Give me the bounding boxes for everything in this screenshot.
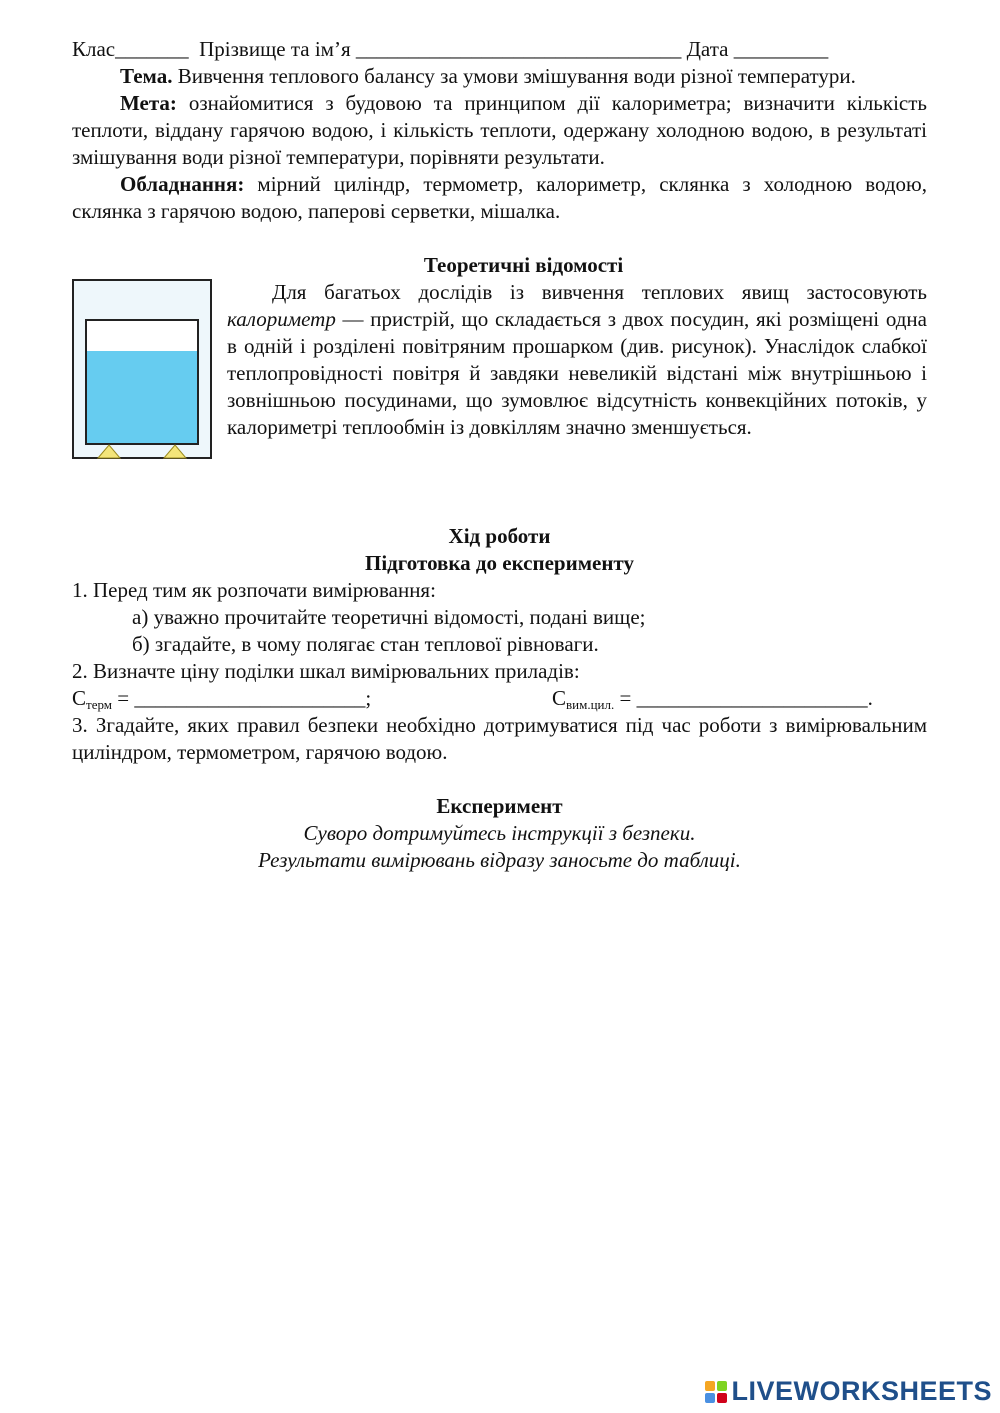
step-1b: б) згадайте, в чому полягає стан теплової рівноваги.: [132, 632, 599, 656]
goal-label: Мета:: [120, 91, 177, 115]
theory-text: Для багатьох дослідів із вивчення теплових явищ застосовують калориметр — пристрій, що складається з двох посудин, які розміщені одна в одній і розділені повітряним прошарком (див. рисунок). Унаслідок слабкої теплопровідності повітря й завдяки невеликій відстані між внутрішньою і зовнішньою посудинами, що зумовлює відсутність конвекційних потоків, у калориметрі теплообмін із довкіллям значно зменшується.: [227, 280, 927, 439]
water-fill: [87, 351, 197, 443]
experiment-instruction-2: Результати вимірювань відразу заносьте до таблиці.: [258, 848, 741, 872]
equipment-label: Обладнання:: [120, 172, 245, 196]
preparation-subtitle: Підготовка до експерименту: [365, 551, 634, 575]
step-1a: а) уважно прочитайте теоретичні відомості, подані вище;: [132, 605, 646, 629]
division-value-row: [72, 685, 927, 712]
goal-text: ознайомитися з будовою та принципом дії калориметра; визначити кількість теплоти, віддану гарячою водою, і кількість теплоти, одержану холодною водою, в результаті змішування води різної температури, порівняти результати.: [72, 91, 927, 169]
experiment-instruction-1: Суворо дотримуйтесь інструкції з безпеки.: [303, 821, 696, 845]
liveworksheets-logo-icon: [705, 1381, 727, 1403]
equipment-paragraph: [72, 171, 927, 225]
theory-section: [72, 279, 927, 469]
topic-text: Вивчення теплового балансу за умови змішування води різної температури.: [172, 64, 856, 88]
topic-paragraph: [72, 63, 927, 90]
procedure-title: Хід роботи: [448, 524, 551, 548]
thermometer-division-field[interactable]: Cтерм = ______________________;: [72, 686, 372, 712]
topic-label: Тема.: [120, 64, 173, 88]
theory-title: Теоретичні відомості: [423, 253, 624, 277]
goal-paragraph: [72, 90, 927, 171]
liveworksheets-logo-text: LIVEWORKSHEETS: [731, 1376, 992, 1406]
experiment-title: Експеримент: [436, 794, 563, 818]
cylinder-division-field[interactable]: Cвим.цил. = ______________________.: [552, 686, 873, 712]
step-3: 3. Згадайте, яких правил безпеки необхідно дотримуватися під час роботи з вимірювальним циліндром, термометром, гарячою водою.: [72, 713, 927, 764]
calorimeter-term: калориметр: [227, 307, 336, 331]
step-1: 1. Перед тим як розпочати вимірювання:: [72, 578, 436, 602]
student-info-line: Клас_______ Прізвище та ім’я _______________________________ Дата _________: [72, 37, 829, 61]
step-2: 2. Визначте ціну поділки шкал вимірювальних приладів:: [72, 659, 580, 683]
worksheet-page: [72, 36, 927, 874]
liveworksheets-logo[interactable]: [705, 1378, 992, 1405]
equipment-text: мірний циліндр, термометр, калориметр, склянка з холодною водою, склянка з гарячою водою, паперові серветки, мішалка.: [72, 172, 927, 223]
calorimeter-figure: [72, 279, 212, 459]
